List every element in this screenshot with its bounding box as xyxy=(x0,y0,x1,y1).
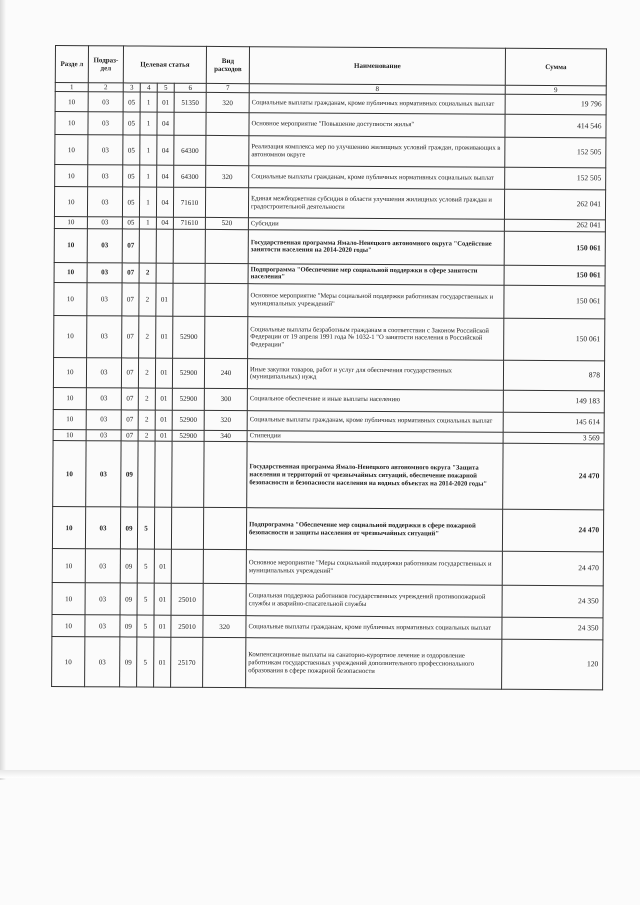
header-number: 3 xyxy=(123,83,140,92)
name-cell: Основное мероприятие "Меры социальной поддержки работникам государственных и муниципальных учреждений" xyxy=(248,283,504,318)
expense-type-cell xyxy=(205,316,248,358)
header-number: 7 xyxy=(206,83,249,92)
table-row xyxy=(54,282,605,318)
measure-code-cell xyxy=(156,263,173,283)
name-cell: Реализация комплекса мер по улучшению жилищных условий граждан, проживающих в автономном округе xyxy=(249,136,505,168)
section-code-cell: 10 xyxy=(52,549,85,583)
measure-code-cell: 04 xyxy=(156,217,173,229)
direction-code-cell xyxy=(173,263,205,283)
section-code-cell: 10 xyxy=(54,217,87,229)
name-cell: Стипендии xyxy=(247,430,503,443)
direction-code-cell: 25010 xyxy=(171,616,203,638)
subprogram-code-cell: 1 xyxy=(140,165,157,187)
subsection-code-cell: 03 xyxy=(87,282,122,315)
table-row xyxy=(53,357,604,390)
name-cell: Социальная поддержка работников государственных учреждений противопожарной службы и аварийно-спасательной службы xyxy=(246,584,502,618)
direction-code-cell: 71610 xyxy=(173,187,205,217)
subsection-code-cell: 03 xyxy=(86,441,121,507)
section-code-cell: 10 xyxy=(53,409,86,429)
program-code-cell: 07 xyxy=(122,316,139,358)
measure-code-cell: 04 xyxy=(157,135,174,165)
header-number: 5 xyxy=(157,83,174,92)
measure-code-cell: 01 xyxy=(154,615,171,637)
sum-cell: 145 614 xyxy=(503,412,604,433)
expense-type-cell xyxy=(205,229,248,263)
header-subsection: Подраз- дел xyxy=(88,46,123,83)
header-row xyxy=(55,46,606,86)
program-code-cell: 05 xyxy=(123,165,140,187)
name-cell: Социальные выплаты гражданам, кроме публичных нормативных социальных выплат xyxy=(249,166,505,190)
name-cell: Социальные выплаты гражданам, кроме публичных нормативных социальных выплат xyxy=(247,410,503,432)
subprogram-code-cell xyxy=(139,229,156,263)
budget-table xyxy=(51,45,607,691)
table-row xyxy=(52,549,603,586)
name-cell: Основное мероприятие "Меры социальной поддержки работникам государственных и муниципальных учреждений" xyxy=(246,550,502,586)
subsection-code-cell: 03 xyxy=(85,637,120,687)
expense-type-cell xyxy=(206,112,249,135)
sum-cell: 24 470 xyxy=(503,444,604,511)
scan-shadow xyxy=(0,0,6,780)
header-number: 8 xyxy=(249,84,505,95)
subsection-code-cell: 03 xyxy=(87,262,122,282)
sum-cell: 878 xyxy=(503,360,604,391)
program-code-cell: 09 xyxy=(120,583,137,615)
subprogram-code-cell: 1 xyxy=(140,135,157,165)
program-code-cell: 07 xyxy=(121,358,138,388)
section-code-cell: 10 xyxy=(55,135,88,165)
header-target-article: Целевая статья xyxy=(123,46,206,84)
measure-code-cell: 01 xyxy=(154,637,171,687)
measure-code-cell: 01 xyxy=(154,549,171,583)
subsection-code-cell: 03 xyxy=(87,187,122,217)
header-number: 9 xyxy=(505,85,606,95)
header-sum: Сумма xyxy=(505,48,606,86)
subsection-code-cell: 03 xyxy=(87,315,122,357)
program-code-cell: 07 xyxy=(122,283,139,316)
sum-cell: 152 505 xyxy=(505,137,606,168)
table-row xyxy=(54,187,605,220)
section-code-cell: 10 xyxy=(53,429,86,441)
name-cell: Государственная программа Ямало-Ненецкого автономного округа "Защита населения и территорий от чрезвычайных ситуаций, обеспечение пожарной безопасности и безопасности населения на водных объектах на 2014-2020 годы" xyxy=(247,442,503,510)
header-number: 6 xyxy=(174,83,206,92)
sum-cell: 19 796 xyxy=(505,94,606,115)
header-name: Наименование xyxy=(249,47,505,86)
subsection-code-cell: 03 xyxy=(85,615,120,637)
section-code-cell: 10 xyxy=(53,441,86,507)
expense-type-cell xyxy=(203,508,246,550)
sum-cell: 152 505 xyxy=(505,167,606,190)
subsection-code-cell: 03 xyxy=(85,583,120,615)
measure-code-cell: 01 xyxy=(154,583,171,615)
measure-code-cell xyxy=(154,507,171,549)
measure-code-cell: 01 xyxy=(156,283,173,316)
expense-type-cell: 320 xyxy=(203,616,246,638)
program-code-cell: 07 xyxy=(121,410,138,430)
section-code-cell: 10 xyxy=(52,583,85,615)
measure-code-cell: 04 xyxy=(157,165,174,187)
expense-type-cell xyxy=(203,550,246,584)
program-code-cell: 05 xyxy=(123,92,140,112)
name-cell: Иные закупки товаров, работ и услуг для обеспечения государственных (муниципальных) нужд xyxy=(247,358,503,390)
sum-cell: 24 470 xyxy=(502,552,603,587)
program-code-cell: 05 xyxy=(122,217,139,229)
header-expense-type: Вид расходов xyxy=(206,46,249,83)
expense-type-cell xyxy=(205,187,248,217)
expense-type-cell xyxy=(206,135,249,165)
subprogram-code-cell: 5 xyxy=(137,615,154,637)
subsection-code-cell: 03 xyxy=(86,429,121,441)
table-row xyxy=(54,228,605,265)
subprogram-code-cell: 2 xyxy=(138,388,155,410)
expense-type-cell: 320 xyxy=(206,165,249,187)
subprogram-code-cell: 5 xyxy=(137,507,154,549)
expense-type-cell: 340 xyxy=(204,430,247,442)
measure-code-cell: 01 xyxy=(155,388,172,410)
direction-code-cell: 25170 xyxy=(171,638,203,688)
subsection-code-cell: 03 xyxy=(88,92,123,112)
program-code-cell: 05 xyxy=(123,135,140,165)
expense-type-cell xyxy=(205,283,248,316)
section-code-cell: 10 xyxy=(52,615,85,637)
subsection-code-cell: 03 xyxy=(86,357,121,387)
subprogram-code-cell: 2 xyxy=(139,316,156,358)
direction-code-cell: 64300 xyxy=(174,135,206,165)
subsection-code-cell: 03 xyxy=(88,135,123,165)
name-cell: Субсидии xyxy=(248,218,504,231)
sum-cell: 24 350 xyxy=(502,618,603,641)
direction-code-cell xyxy=(173,283,205,316)
sum-cell: 150 061 xyxy=(504,285,605,319)
program-code-cell: 09 xyxy=(120,549,137,583)
name-cell: Компенсационные выплаты на санаторно-курортное лечение и оздоровление работникам государственных учреждений дополнительного профессионального образования в сфере пожарной безопасности xyxy=(246,638,502,690)
direction-code-cell: 71610 xyxy=(173,217,205,229)
subprogram-code-cell: 1 xyxy=(139,187,156,217)
expense-type-cell: 520 xyxy=(205,217,248,229)
section-code-cell: 10 xyxy=(54,262,87,282)
measure-code-cell: 04 xyxy=(157,112,174,135)
program-code-cell: 05 xyxy=(122,187,139,217)
sum-cell: 262 041 xyxy=(504,219,605,231)
sum-cell: 414 546 xyxy=(505,114,606,138)
direction-code-cell xyxy=(171,508,203,550)
program-code-cell: 09 xyxy=(121,441,138,507)
subprogram-code-cell: 2 xyxy=(138,358,155,388)
name-cell: Социальные выплаты гражданам, кроме публичных нормативных социальных выплат xyxy=(249,93,505,115)
table-row xyxy=(55,135,606,168)
header-number: 4 xyxy=(140,83,157,92)
direction-code-cell: 52900 xyxy=(172,358,204,388)
sum-cell: 120 xyxy=(502,640,603,691)
direction-code-cell xyxy=(171,550,203,584)
expense-type-cell: 300 xyxy=(204,388,247,410)
measure-code-cell: 01 xyxy=(156,316,173,358)
program-code-cell: 07 xyxy=(122,263,139,283)
direction-code-cell xyxy=(173,229,205,263)
header-section: Разде л xyxy=(55,46,88,83)
direction-code-cell: 25010 xyxy=(171,584,203,616)
direction-code-cell: 51350 xyxy=(174,92,206,112)
section-code-cell: 10 xyxy=(53,357,86,387)
section-code-cell: 10 xyxy=(55,165,88,187)
sum-cell: 24 470 xyxy=(502,510,603,553)
name-cell: Основное мероприятие "Повышение доступности жилья" xyxy=(249,113,505,138)
table-row xyxy=(52,637,603,690)
subprogram-code-cell xyxy=(138,441,155,507)
measure-code-cell xyxy=(156,229,173,263)
program-code-cell: 09 xyxy=(120,615,137,637)
expense-type-cell xyxy=(203,638,246,688)
subsection-code-cell: 03 xyxy=(87,217,122,229)
subsection-code-cell: 03 xyxy=(86,409,121,429)
section-code-cell: 10 xyxy=(52,637,85,687)
name-cell: Социальные выплаты гражданам, кроме публичных нормативных социальных выплат xyxy=(246,616,502,640)
expense-type-cell: 320 xyxy=(206,92,249,112)
subprogram-code-cell: 2 xyxy=(138,430,155,442)
subprogram-code-cell: 5 xyxy=(137,549,154,583)
direction-code-cell: 64300 xyxy=(174,165,206,187)
measure-code-cell: 01 xyxy=(155,410,172,430)
sum-cell: 3 569 xyxy=(503,432,604,444)
section-code-cell: 10 xyxy=(54,187,87,217)
name-cell: Подпрограмма "Обеспечение мер социальной поддержки в сфере занятости населения" xyxy=(248,263,504,285)
measure-code-cell: 01 xyxy=(155,358,172,388)
subprogram-code-cell: 5 xyxy=(137,583,154,615)
expense-type-cell: 320 xyxy=(204,410,247,430)
sum-cell: 24 350 xyxy=(502,586,603,619)
program-code-cell: 07 xyxy=(121,388,138,410)
subsection-code-cell: 03 xyxy=(86,387,121,409)
name-cell: Единая межбюджетная субсидия в области улучшения жилищных условий граждан и градостроительной деятельности xyxy=(248,188,504,220)
program-code-cell: 07 xyxy=(121,430,138,442)
section-code-cell: 10 xyxy=(54,228,87,262)
direction-code-cell: 52900 xyxy=(172,388,204,410)
program-code-cell: 05 xyxy=(123,112,140,135)
name-cell: Социальные выплаты безработным гражданам в соответствии с Законом Российской Федерации от 19 апреля 1991 года № 1032-1 "О занятости населения в Российской Федерации" xyxy=(248,316,504,360)
measure-code-cell: 01 xyxy=(157,92,174,112)
section-code-cell: 10 xyxy=(53,387,86,409)
section-code-cell: 10 xyxy=(55,92,88,112)
subsection-code-cell: 03 xyxy=(85,549,120,583)
sum-cell: 262 041 xyxy=(504,189,605,220)
direction-code-cell: 52900 xyxy=(172,430,204,442)
header-number: 1 xyxy=(55,83,88,92)
subprogram-code-cell: 2 xyxy=(139,283,156,316)
subprogram-code-cell: 2 xyxy=(139,263,156,283)
expense-type-cell: 240 xyxy=(204,358,247,388)
table-row xyxy=(54,315,605,360)
sum-cell: 150 061 xyxy=(504,318,605,361)
section-code-cell: 10 xyxy=(52,507,85,549)
sum-cell: 149 183 xyxy=(503,390,604,413)
program-code-cell: 09 xyxy=(120,507,137,549)
measure-code-cell: 04 xyxy=(156,187,173,217)
program-code-cell: 07 xyxy=(122,229,139,263)
subprogram-code-cell: 1 xyxy=(140,112,157,135)
subprogram-code-cell: 1 xyxy=(139,217,156,229)
program-code-cell: 09 xyxy=(120,637,137,687)
direction-code-cell xyxy=(174,112,206,135)
header-number: 2 xyxy=(88,83,123,92)
table-row xyxy=(52,583,603,618)
expense-type-cell xyxy=(203,584,246,616)
sum-cell: 150 061 xyxy=(504,265,605,286)
subsection-code-cell: 03 xyxy=(85,507,120,549)
table-row xyxy=(52,507,603,552)
section-code-cell: 10 xyxy=(55,112,88,135)
expense-type-cell xyxy=(205,263,248,283)
subsection-code-cell: 03 xyxy=(88,165,123,187)
expense-type-cell xyxy=(204,442,247,508)
subprogram-code-cell: 2 xyxy=(138,410,155,430)
scan-bottom-edge xyxy=(0,770,640,778)
section-code-cell: 10 xyxy=(54,282,87,315)
measure-code-cell: 01 xyxy=(155,430,172,442)
section-code-cell: 10 xyxy=(54,315,87,357)
direction-code-cell: 52900 xyxy=(172,410,204,430)
sum-cell: 150 061 xyxy=(504,231,605,266)
name-cell: Подпрограмма "Обеспечение мер социальной поддержки в сфере пожарной безопасности и защиты населения от чрезвычайных ситуаций" xyxy=(246,508,502,552)
table-row xyxy=(53,441,604,510)
subprogram-code-cell: 1 xyxy=(140,92,157,112)
name-cell: Социальное обеспечение и иные выплаты населению xyxy=(247,388,503,412)
subsection-code-cell: 03 xyxy=(87,228,122,262)
direction-code-cell xyxy=(172,442,204,508)
table-row xyxy=(55,112,606,138)
measure-code-cell xyxy=(155,441,172,507)
subprogram-code-cell: 5 xyxy=(137,637,154,687)
name-cell: Государственная программа Ямало-Ненецкого автономного округа "Содействие занятости населения на 2014-2020 годы" xyxy=(248,229,504,265)
subsection-code-cell: 03 xyxy=(88,112,123,135)
direction-code-cell: 52900 xyxy=(173,316,205,358)
